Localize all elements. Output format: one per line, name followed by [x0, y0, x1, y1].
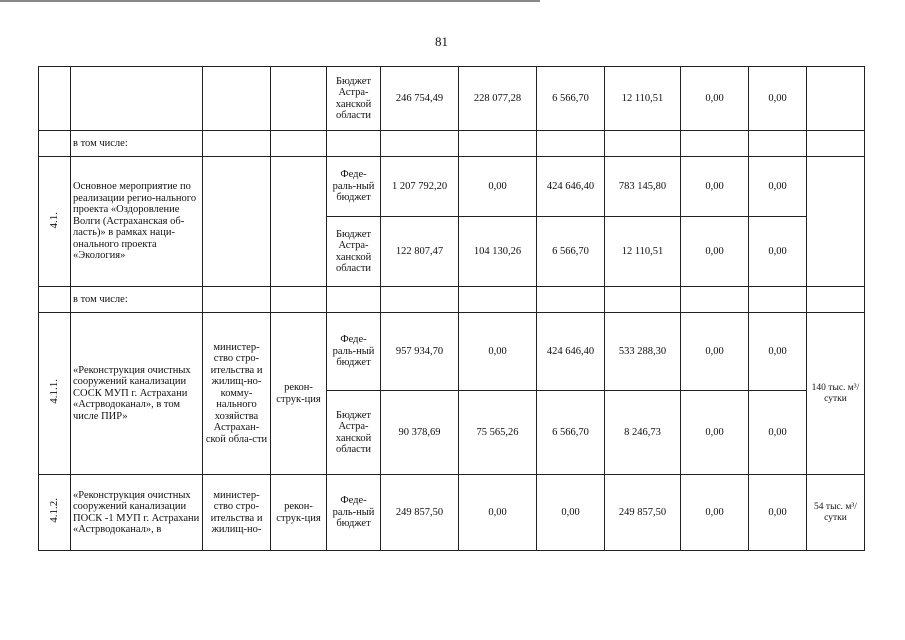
value-year-1: 75 565,26 [459, 391, 537, 475]
value-year-1: 228 077,28 [459, 67, 537, 131]
value-year-3: 783 145,80 [605, 157, 681, 217]
top-rule [0, 0, 540, 2]
table-row [39, 131, 865, 157]
cell-num: 4.1.2. [39, 475, 71, 551]
cell-num [39, 67, 71, 131]
value-year-5: 0,00 [749, 217, 807, 287]
funding-source: Бюджет Астра-ханской области [327, 391, 381, 475]
cell-capacity [807, 67, 865, 131]
event-name: «Реконструкция очистных сооружений канализации ПОСК -1 МУП г. Астрахани «Астрводоканал», в [71, 475, 203, 551]
work-type: рекон-струк-ция [271, 313, 327, 475]
funding-source: Бюджет Астра-ханской области [327, 67, 381, 131]
cell-num [39, 287, 71, 313]
subtotal-label: в том числе: [71, 287, 203, 313]
value-year-5: 0,00 [749, 67, 807, 131]
event-name: «Реконструкция очистных сооружений канализации СОСК МУП г. Астрахани «Астрводоканал», в том числе ПИР» [71, 313, 203, 475]
value-year-4: 0,00 [681, 157, 749, 217]
value-year-5: 0,00 [749, 391, 807, 475]
value-year-4: 0,00 [681, 475, 749, 551]
value-total: 90 378,69 [381, 391, 459, 475]
value-year-4: 0,00 [681, 313, 749, 391]
page-number: 81 [435, 34, 448, 49]
value-year-3: 533 288,30 [605, 313, 681, 391]
cell-executor [203, 157, 271, 287]
value-total: 249 857,50 [381, 475, 459, 551]
value-year-1: 104 130,26 [459, 217, 537, 287]
work-type: рекон-струк-ция [271, 475, 327, 551]
value-year-2: 424 646,40 [537, 313, 605, 391]
table-row [39, 67, 865, 131]
value-year-2: 0,00 [537, 475, 605, 551]
cell-num: 4.1. [39, 157, 71, 287]
value-total: 246 754,49 [381, 67, 459, 131]
cell-executor [203, 67, 271, 131]
value-year-4: 0,00 [681, 217, 749, 287]
budget-table [38, 66, 865, 551]
funding-source: Феде-раль-ный бюджет [327, 157, 381, 217]
value-year-2: 6 566,70 [537, 391, 605, 475]
value-year-3: 12 110,51 [605, 67, 681, 131]
cell-type [271, 157, 327, 287]
cell-num: 4.1.1. [39, 313, 71, 475]
value-year-3: 249 857,50 [605, 475, 681, 551]
value-year-2: 6 566,70 [537, 217, 605, 287]
table-row [39, 313, 865, 391]
value-year-4: 0,00 [681, 391, 749, 475]
executor: министер-ство стро-ительства и жилищ-но- [203, 475, 271, 551]
value-year-1: 0,00 [459, 157, 537, 217]
cell-capacity [807, 157, 865, 287]
cell-num [39, 131, 71, 157]
subtotal-label: в том числе: [71, 131, 203, 157]
table-row [39, 475, 865, 551]
value-year-1: 0,00 [459, 313, 537, 391]
value-total: 1 207 792,20 [381, 157, 459, 217]
value-year-2: 424 646,40 [537, 157, 605, 217]
capacity: 140 тыс. м³/ сутки [807, 313, 865, 475]
value-year-1: 0,00 [459, 475, 537, 551]
value-year-4: 0,00 [681, 67, 749, 131]
value-total: 957 934,70 [381, 313, 459, 391]
value-year-3: 12 110,51 [605, 217, 681, 287]
value-year-2: 6 566,70 [537, 67, 605, 131]
value-year-5: 0,00 [749, 157, 807, 217]
value-year-5: 0,00 [749, 475, 807, 551]
cell-name [71, 67, 203, 131]
event-name: Основное мероприятие по реализации регио-нального проекта «Оздоровление Волги (Астраханская об-ласть)» в рамках наци-онального проекта «Экология» [71, 157, 203, 287]
value-year-3: 8 246,73 [605, 391, 681, 475]
funding-source: Феде-раль-ный бюджет [327, 313, 381, 391]
table-row [39, 287, 865, 313]
capacity: 54 тыс. м³/ сутки [807, 475, 865, 551]
executor: министер-ство стро-ительства и жилищ-но-комму-нального хозяйства Астрахан-ской обла-сти [203, 313, 271, 475]
funding-source: Феде-раль-ный бюджет [327, 475, 381, 551]
funding-source: Бюджет Астра-ханской области [327, 217, 381, 287]
value-total: 122 807,47 [381, 217, 459, 287]
value-year-5: 0,00 [749, 313, 807, 391]
cell-type [271, 67, 327, 131]
table-row [39, 157, 865, 217]
